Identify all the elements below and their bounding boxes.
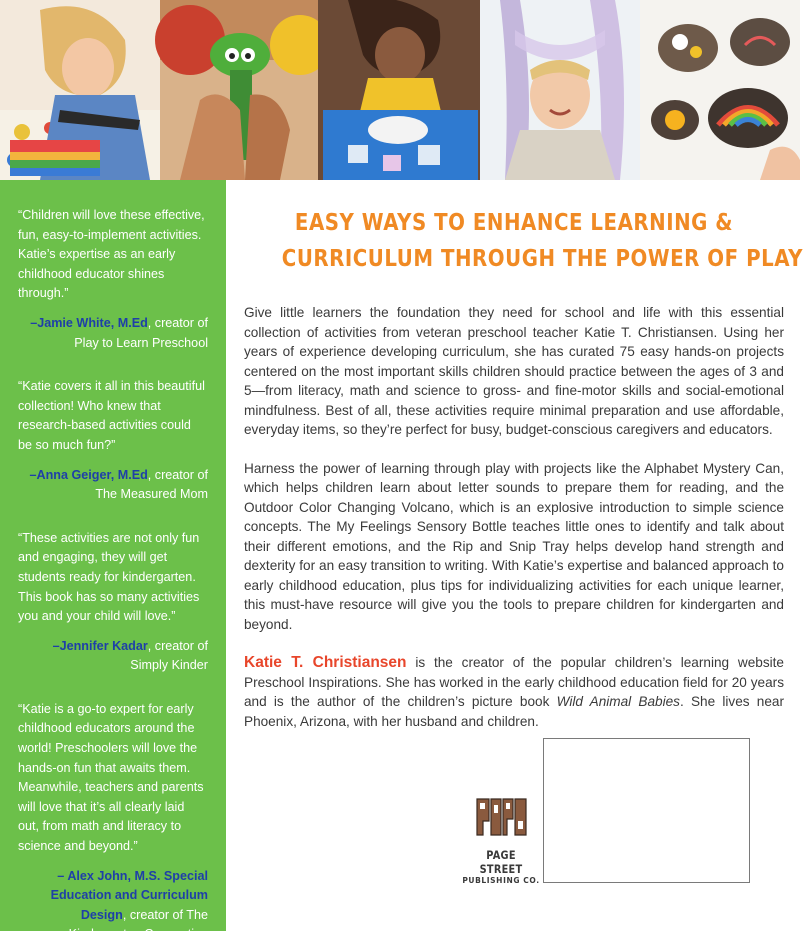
testimonial-attribution [18, 867, 208, 945]
page-street-logo-icon [471, 793, 531, 841]
photo-strip [0, 0, 800, 180]
book-title: Wild Animal Babies [556, 694, 680, 709]
main-content [244, 180, 803, 731]
author-bio-end: . She lives near Phoenix, Arizona, with her husband and children. [244, 694, 785, 729]
testimonial-attribution [18, 637, 208, 676]
boy-with-slime-photo [480, 0, 640, 180]
author-name: Katie T. Christiansen [244, 654, 407, 671]
testimonial-attribution [18, 314, 208, 353]
headline [281, 205, 803, 277]
barcode-placeholder [543, 738, 750, 883]
publisher-subtitle: PUBLISHING CO. [462, 876, 540, 885]
description-paragraph-1: Give little learners the foundation they need for school and life with this essential collection of activities from veteran preschool teacher Katie T. Christiansen. Using her years of experience developing curriculum, she has curated 75 easy hands-on projects centered on the most important skills children should practice between the ages of 3 and 5—from literacy, math and science to gross- and fine-motor skills and social-emotional mindfulness. Best of all, these activities require minimal preparation and use affordable, everyday items, so they’re perfect for busy, budget-conscious caregivers and educators. [244, 305, 784, 437]
child-with-rolling-pin-photo [0, 0, 160, 180]
headline-line-2: CURRICULUM THROUGH THE POWER OF PLAY [281, 246, 803, 272]
painted-rocks-photo [640, 0, 800, 180]
testimonial [18, 206, 208, 353]
testimonials-sidebar [0, 180, 226, 942]
testimonial-quote: “These activities are not only fun and engaging, they will get students ready for kindergarten. This book has so many activities you and your child will love.” [18, 530, 200, 624]
publisher-name: PAGE STREET [479, 848, 523, 876]
testimonial [18, 700, 208, 945]
testimonial-author: –Anna Geiger, M.Ed [29, 467, 148, 482]
testimonial-role: , creator of The Kindergarten Connection [68, 907, 208, 942]
author-bio [244, 653, 784, 731]
testimonial-attribution [18, 466, 208, 505]
pom-pom-craft-photo [160, 0, 318, 180]
testimonial [18, 377, 208, 505]
child-pouring-water-photo [318, 0, 480, 180]
author-bio-text: is the creator of the popular children’s learning website Preschool Inspirations. She has worked in the early childhood education field for 20 years and is the author of the children’s picture book [244, 655, 784, 709]
testimonial-role: , creator of Simply Kinder [130, 638, 208, 673]
testimonial-quote: “Children will love these effective, fun, easy-to-implement activities. Katie’s expertise as an early childhood educator shines through.” [18, 208, 205, 301]
testimonial-author: –Jamie White, M.Ed [30, 315, 148, 330]
testimonial-author: –Jennifer Kadar [52, 638, 148, 653]
testimonial-quote: “Katie covers it all in this beautiful collection! Who knew that research-based activities could be so much fun?” [18, 379, 205, 452]
testimonial-quote: “Katie is a go-to expert for early childhood educators around the world! Preschoolers will love the hands-on fun that awaits them. Meanwhile, teachers and parents will love that it’s all clearly laid out, from math and literacy to science and beyond.” [18, 701, 204, 854]
headline-line-1: EASY WAYS TO ENHANCE LEARNING & [294, 210, 734, 236]
description-paragraph-2: Harness the power of learning through play with projects like the Alphabet Mystery Can, which helps children learn about letter sounds to prepare them for reading, and the Outdoor Color Changing Volcano, which is an explosive introduction to simple science concepts. The My Feelings Sensory Bottle teaches little ones to identify and talk about their different emotions, and the Rip and Snip Tray helps develop hand strength and dexterity for an easy transition to writing. With Katie’s expertise and balanced approach to early childhood education, plus tips for individualizing activities for each unique learner, this must-have resource will give you the tools to prepare children for kindergarten and beyond. [244, 460, 784, 632]
publisher-logo [460, 793, 542, 885]
testimonial-author: – Alex John, M.S. Special Education and Curriculum Design [50, 868, 208, 922]
testimonial-role: , creator of The Measured Mom [95, 467, 208, 502]
testimonial [18, 529, 208, 676]
testimonial-role: , creator of Play to Learn Preschool [74, 315, 208, 350]
